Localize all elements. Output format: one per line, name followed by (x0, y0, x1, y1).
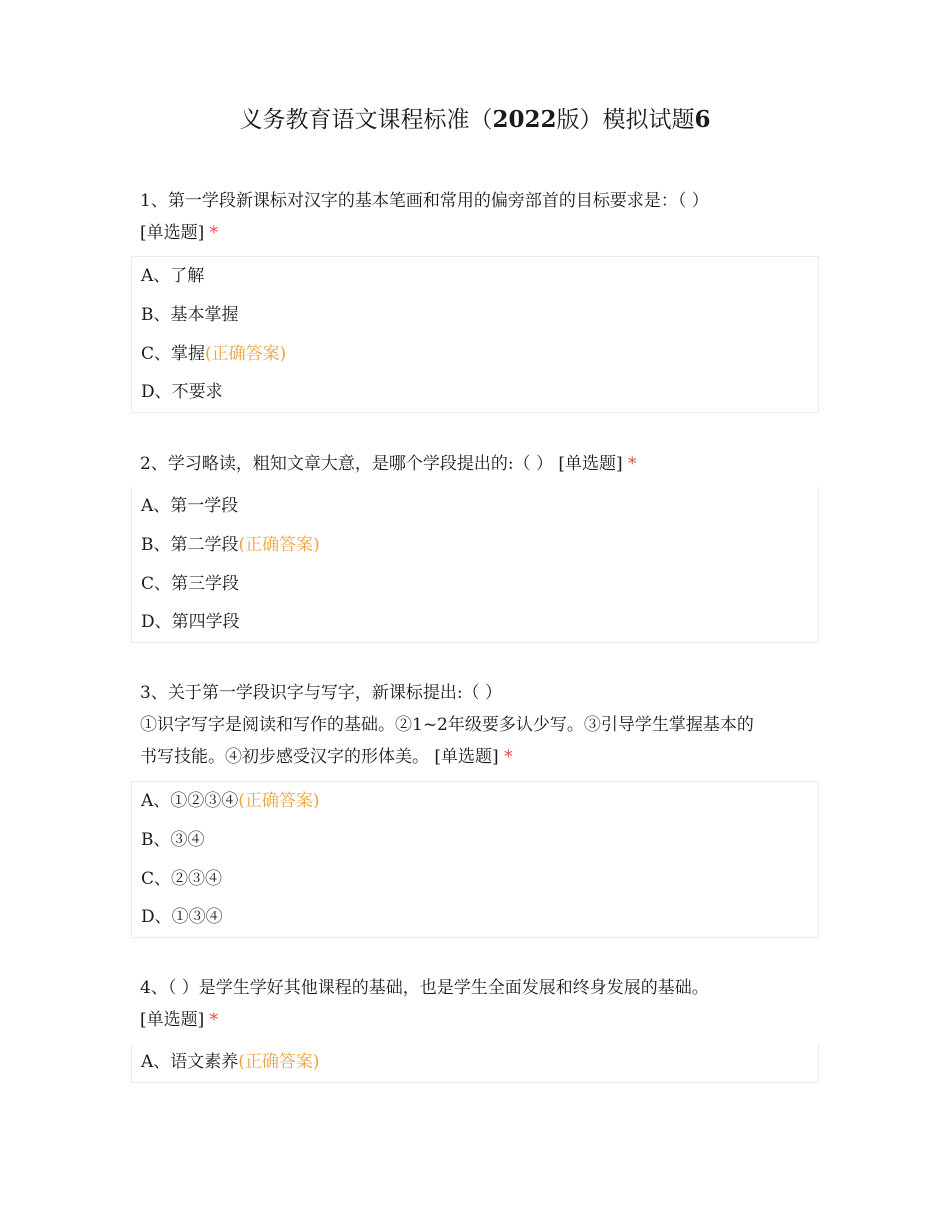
option-label: B、③④ (141, 829, 205, 850)
option-label: C、②③④ (141, 868, 223, 889)
required-star: * (504, 747, 513, 767)
option-1-b[interactable] (132, 296, 818, 335)
question-4-options (131, 1042, 819, 1083)
required-star: * (209, 223, 219, 243)
option-2-c[interactable] (132, 565, 818, 604)
option-label: A、了解 (141, 266, 205, 286)
question-4-type: [单选题] (140, 1010, 205, 1030)
question-1-type-line (140, 217, 820, 249)
option-label: D、第四学段 (141, 612, 240, 633)
question-2-options (131, 486, 819, 643)
question-3-options (131, 781, 819, 938)
option-label: C、掌握 (141, 343, 206, 364)
option-3-a[interactable] (132, 782, 818, 821)
option-label: A、第一学段 (141, 496, 239, 516)
title-prefix: 义务教育语文课程标准（ (239, 107, 493, 133)
option-1-a[interactable] (132, 257, 818, 296)
option-label: C、第三学段 (141, 573, 240, 594)
option-label: B、第二学段 (141, 534, 239, 555)
question-3 (140, 677, 820, 773)
option-label: B、基本掌握 (141, 304, 239, 325)
option-label: D、①③④ (141, 907, 223, 928)
option-1-d[interactable] (132, 373, 818, 412)
option-3-d[interactable] (132, 898, 818, 937)
question-3-text-3-line (140, 741, 820, 773)
question-1 (140, 185, 820, 249)
question-3-text: 3、关于第一学段识字与写字，新课标提出:（ ） (140, 683, 502, 703)
correct-answer-tag: (正确答案) (238, 791, 320, 811)
option-3-b[interactable] (132, 821, 818, 860)
correct-answer-tag: (正确答案) (238, 534, 320, 555)
question-4-type-line (140, 1004, 820, 1036)
question-4-text: 4、（ ）是学生学好其他课程的基础，也是学生全面发展和终身发展的基础。 (140, 978, 709, 998)
title-number: 6 (694, 106, 711, 133)
question-3-text-2: ①识字写字是阅读和写作的基础。②1~2年级要多认少写。③引导学生掌握基本的 (140, 715, 754, 735)
option-2-a[interactable] (132, 487, 818, 526)
option-label: D、不要求 (141, 382, 223, 403)
option-2-d[interactable] (132, 603, 818, 642)
option-2-b[interactable] (132, 526, 818, 565)
page-title (0, 104, 950, 136)
question-2-text-line (140, 448, 820, 480)
question-1-text: 1、第一学段新课标对汉字的基本笔画和常用的偏旁部首的目标要求是：（ ） (140, 191, 709, 211)
option-3-c[interactable] (132, 860, 818, 899)
option-label: A、语文素养 (141, 1052, 239, 1072)
question-1-type: [单选题] (140, 223, 205, 243)
option-1-c[interactable] (132, 335, 818, 374)
question-4 (140, 972, 820, 1036)
question-2-text: 2、学习略读，粗知文章大意，是哪个学段提出的:（ ） [单选题] (140, 454, 623, 474)
title-year: 2022 (492, 106, 557, 133)
title-middle: 版）模拟试题 (556, 107, 695, 133)
required-star: * (628, 454, 637, 474)
question-2 (140, 448, 820, 480)
option-label: A、①②③④ (141, 791, 239, 811)
question-1-options (131, 256, 819, 413)
question-3-text-3: 书写技能。④初步感受汉字的形体美。 [单选题] (140, 747, 499, 767)
option-4-a[interactable] (132, 1043, 818, 1082)
correct-answer-tag: (正确答案) (238, 1052, 320, 1072)
correct-answer-tag: (正确答案) (205, 343, 287, 364)
required-star: * (209, 1010, 219, 1030)
